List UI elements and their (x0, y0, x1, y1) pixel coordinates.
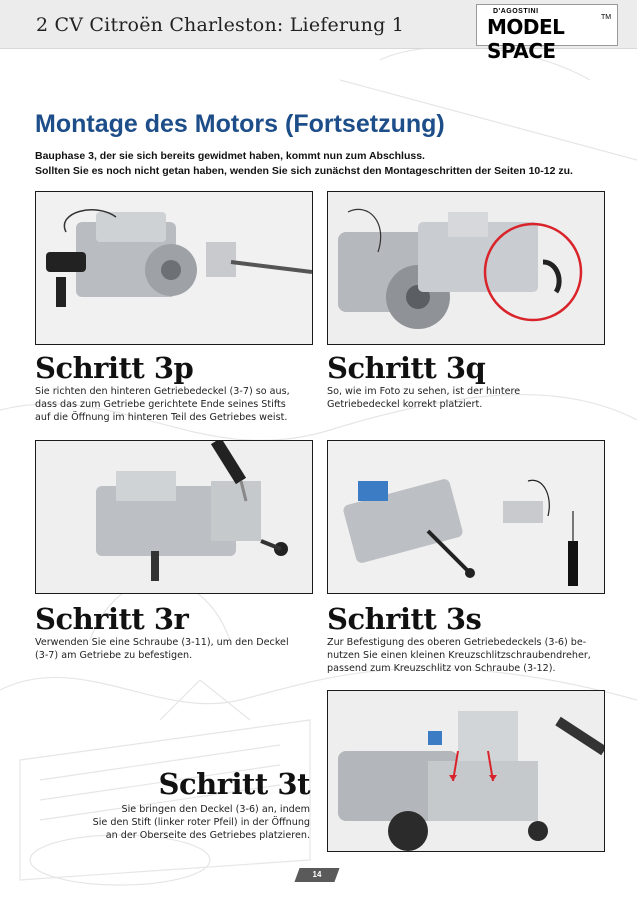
page-title: Montage des Motors (Fortsetzung) (35, 110, 445, 138)
engine-photo-illustration (328, 192, 604, 344)
brand-logo (476, 4, 618, 63)
step-3p-line-1: Sie richten den hinteren Getriebedeckel (3-7) so aus, (35, 386, 290, 397)
engine-photo-illustration (36, 441, 312, 593)
step-3s-heading: Schritt 3s (327, 602, 482, 636)
logo-trademark: TM (601, 14, 612, 21)
step-3r-line-1: Verwenden Sie eine Schraube (3-11), um den Deckel (35, 637, 289, 648)
step-3s-line-1: Zur Befestigung des oberen Getriebedeckels (3-6) be- (327, 637, 587, 648)
engine-photo-illustration (328, 691, 604, 851)
step-3p-line-3: auf die Öffnung im hinteren Teil des Getriebes weist. (35, 412, 288, 423)
step-3r-text (35, 636, 320, 662)
step-3r-heading: Schritt 3r (35, 602, 189, 636)
step-3s-line-2: nutzen Sie einen kleinen Kreuzschlitzschraubendreher, (327, 650, 591, 661)
photo-step-3s (327, 440, 605, 594)
step-3s-text (327, 636, 612, 675)
intro-line-1: Bauphase 3, der sie sich bereits gewidmet haben, kommt nun zum Abschluss. (35, 150, 425, 162)
step-3r-line-2: (3-7) am Getriebe zu befestigen. (35, 650, 193, 661)
step-3t-line-3: an der Oberseite des Getriebes platzieren. (105, 830, 310, 841)
step-3t-text (35, 803, 310, 842)
engine-photo-illustration (328, 441, 604, 593)
engine-photo-illustration (36, 192, 312, 344)
intro-line-2: Sollten Sie es noch nicht getan haben, wenden Sie sich zunächst den Montageschritten der Seiten 10-12 zu. (35, 165, 573, 177)
step-3p-heading: Schritt 3p (35, 351, 194, 385)
photo-step-3p (35, 191, 313, 345)
logo-wordmark: MODEL SPACE (487, 15, 565, 63)
step-3q-line-2: Getriebedeckel korrekt platziert. (327, 399, 483, 410)
page-number: 14 (312, 870, 322, 879)
header-bar (0, 0, 637, 63)
step-3t-line-2: Sie den Stift (linker roter Pfeil) in der Öffnung (92, 817, 310, 828)
intro-text (35, 149, 615, 179)
step-3t-heading: Schritt 3t (158, 767, 310, 801)
step-3p-text (35, 385, 320, 424)
step-3t-line-1: Sie bringen den Deckel (3-6) an, indem (121, 804, 310, 815)
step-3q-line-1: So, wie im Foto zu sehen, ist der hintere (327, 386, 521, 397)
photo-step-3q (327, 191, 605, 345)
photo-step-3r (35, 440, 313, 594)
step-3q-heading: Schritt 3q (327, 351, 486, 385)
header-title: 2 CV Citroën Charleston: Lieferung 1 (36, 14, 404, 36)
step-3s-line-3: passend zum Kreuzschlitz von Schraube (3-12). (327, 663, 556, 674)
logo-publisher: D'AGOSTINI (493, 8, 539, 15)
step-3q-text (327, 385, 612, 411)
step-3p-line-2: dass das zum Getriebe gerichtete Ende seines Stifts (35, 399, 286, 410)
photo-step-3t (327, 690, 605, 852)
